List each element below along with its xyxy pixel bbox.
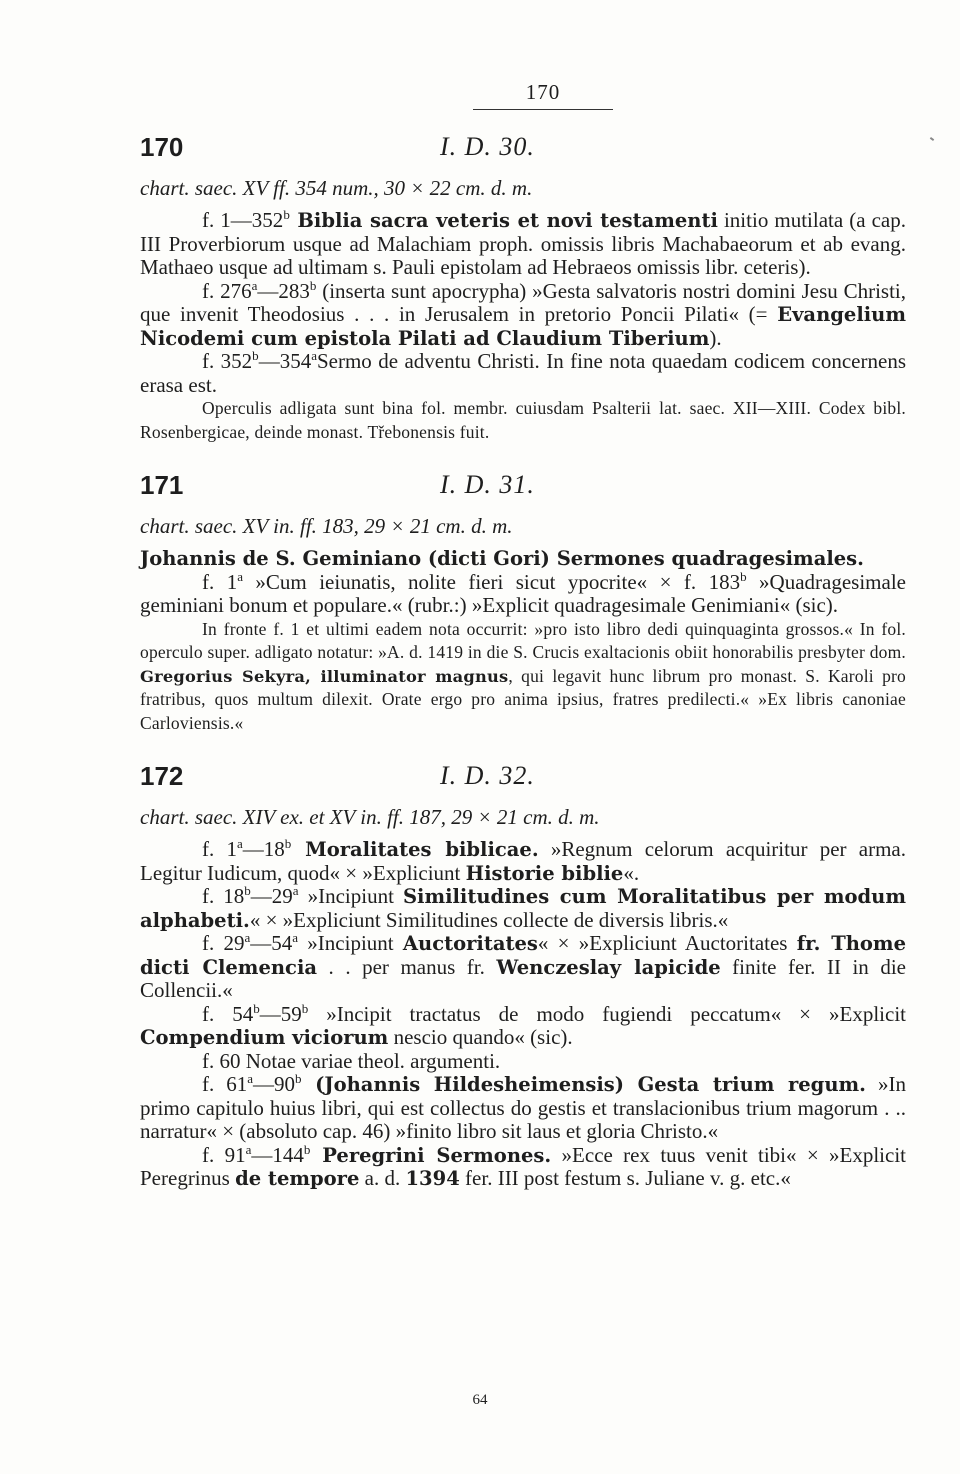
head-rule [473,109,613,110]
content-paragraph: f. 1$^a$ »Cum ieiunatis, nolite fieri sicut ypocrite« × f. 183$^b$ »Quadragesimale geminiani bonum et populare.« (rubr.:) »Explicit quadragesimale Genimiani« (sic). [140,568,906,617]
entry-number: 171 [140,470,184,500]
entry-header [140,761,906,797]
entry-header [140,132,906,168]
shelf-mark: I. D. 30. [440,132,535,161]
content-paragraph: f. 91$^a$—144$^b$ Peregrini Sermones. »Ecce rex tuus venit tibi« × »Explicit Peregrinus de tempore a. d. 1394 fer. III post festum s. Juliane v. g. etc.« [140,1141,907,1190]
work-title: Johannis de S. Geminiano (dicti Gori) Sermones quadragesimales. [140,547,864,570]
content-paragraph: f. 54$^b$—59$^b$ »Incipit tractatus de modo fugiendi peccatum« × »Explicit Compendium viciorum nescio quando« (sic). [140,1000,906,1049]
provenance-note: Operculis adligata sunt bina fol. membr. cuiusdam Psalterii lat. saec. XII—XIII. Codex bibl. Rosenbergicae, deinde monast. Třebonensis fuit. [140,398,906,442]
content-paragraph: f. 276$^a$—283$^b$ (inserta sunt apocrypha) »Gesta salvatoris nostri domini Jesu Christi, que invenit Theodosius . . . in Jerusalem in pretorio Poncii Pilati« (= Evangelium Nicodemi cum epistola Pilati ad Claudium Tiberium). [140,277,906,350]
physical-description: chart. saec. XV in. ff. 183, 29 × 21 cm. d. m. [140,514,513,538]
provenance-note: In fronte f. 1 et ultimi eadem nota occurrit: »pro isto libro dedi quinquaginta grossos.« In fol. operculo super. adligato notatur: »A. d. 1419 in die S. Crucis exaltacionis obiit honorabilis presbyter dom. Gregorius Sekyra, illuminator magnus, qui legavit hunc librum pro monast. S. Karoli pro fratribus, quos multum dilexit. Orate ergo pro anima ipsius, fratres predilecti.« »Ex libris canoniae Carloviensis.« [140,618,906,733]
content-paragraph: f. 60 Notae variae theol. argumenti. [202,1048,501,1073]
content-paragraph: f. 61$^a$—90$^b$ (Johannis Hildesheimensis) Gesta trium regum. »In primo capitulo huius libri, qui est collectus do gestis et translacionibus trium magorum . .. narratur« × (absoluto cap. 46) »finito libro sit laus et gloria Christo.« [140,1071,906,1143]
page-number: 64 [472,1392,488,1408]
entry-172 [140,761,906,1191]
entry-171 [140,470,906,735]
entry-header [140,470,906,506]
content-paragraph: f. 1—352$^b$ Biblia sacra veteris et novi testamenti initio mutilata (a cap. III Proverbiorum usque ad Malachiam proph. omissis libris Machabaeorum et ab evang. Mathaeo usque ad ultimam s. Pauli epistolam ad Hebraeos omissis libr. ceteris). [140,207,907,279]
content-paragraph: f. 1$^a$—18$^b$ Moralitates biblicae. »Regnum celorum acquiritur per arma. Legitur Iudicum, quod« × »Expliciunt Historie biblie«. [140,836,906,885]
margin-mark [930,137,934,141]
physical-description: chart. saec. XV ff. 354 num., 30 × 22 cm. d. m. [140,176,533,200]
physical-description: chart. saec. XIV ex. et XV in. ff. 187, 29 × 21 cm. d. m. [140,805,600,829]
entry-number: 172 [140,761,184,791]
content-paragraph: f. 18$^b$—29$^a$ »Incipiunt Similitudines cum Moralitatibus per modum alphabeti.« × »Expliciunt Similitudines collecte de diversis libris.« [140,883,906,932]
entry-170 [140,132,906,444]
content-paragraph: f. 29$^a$—54$^a$ »Incipiunt Auctoritates« × »Expliciunt Auctoritates fr. Thome dicti Clemencia . . per manus fr. Wenczeslay lapicide finite fer. II in die Collencii.« [140,930,906,1002]
content-paragraph: f. 352$^b$—354$^a$Sermo de adventu Christi. In fine nota quaedam codicem concernens erasa est. [140,348,906,397]
running-head: 170 [525,80,561,104]
entry-number: 170 [140,132,184,162]
page-body [140,80,906,1191]
shelf-mark: I. D. 31. [440,470,535,499]
shelf-mark: I. D. 32. [440,761,535,790]
